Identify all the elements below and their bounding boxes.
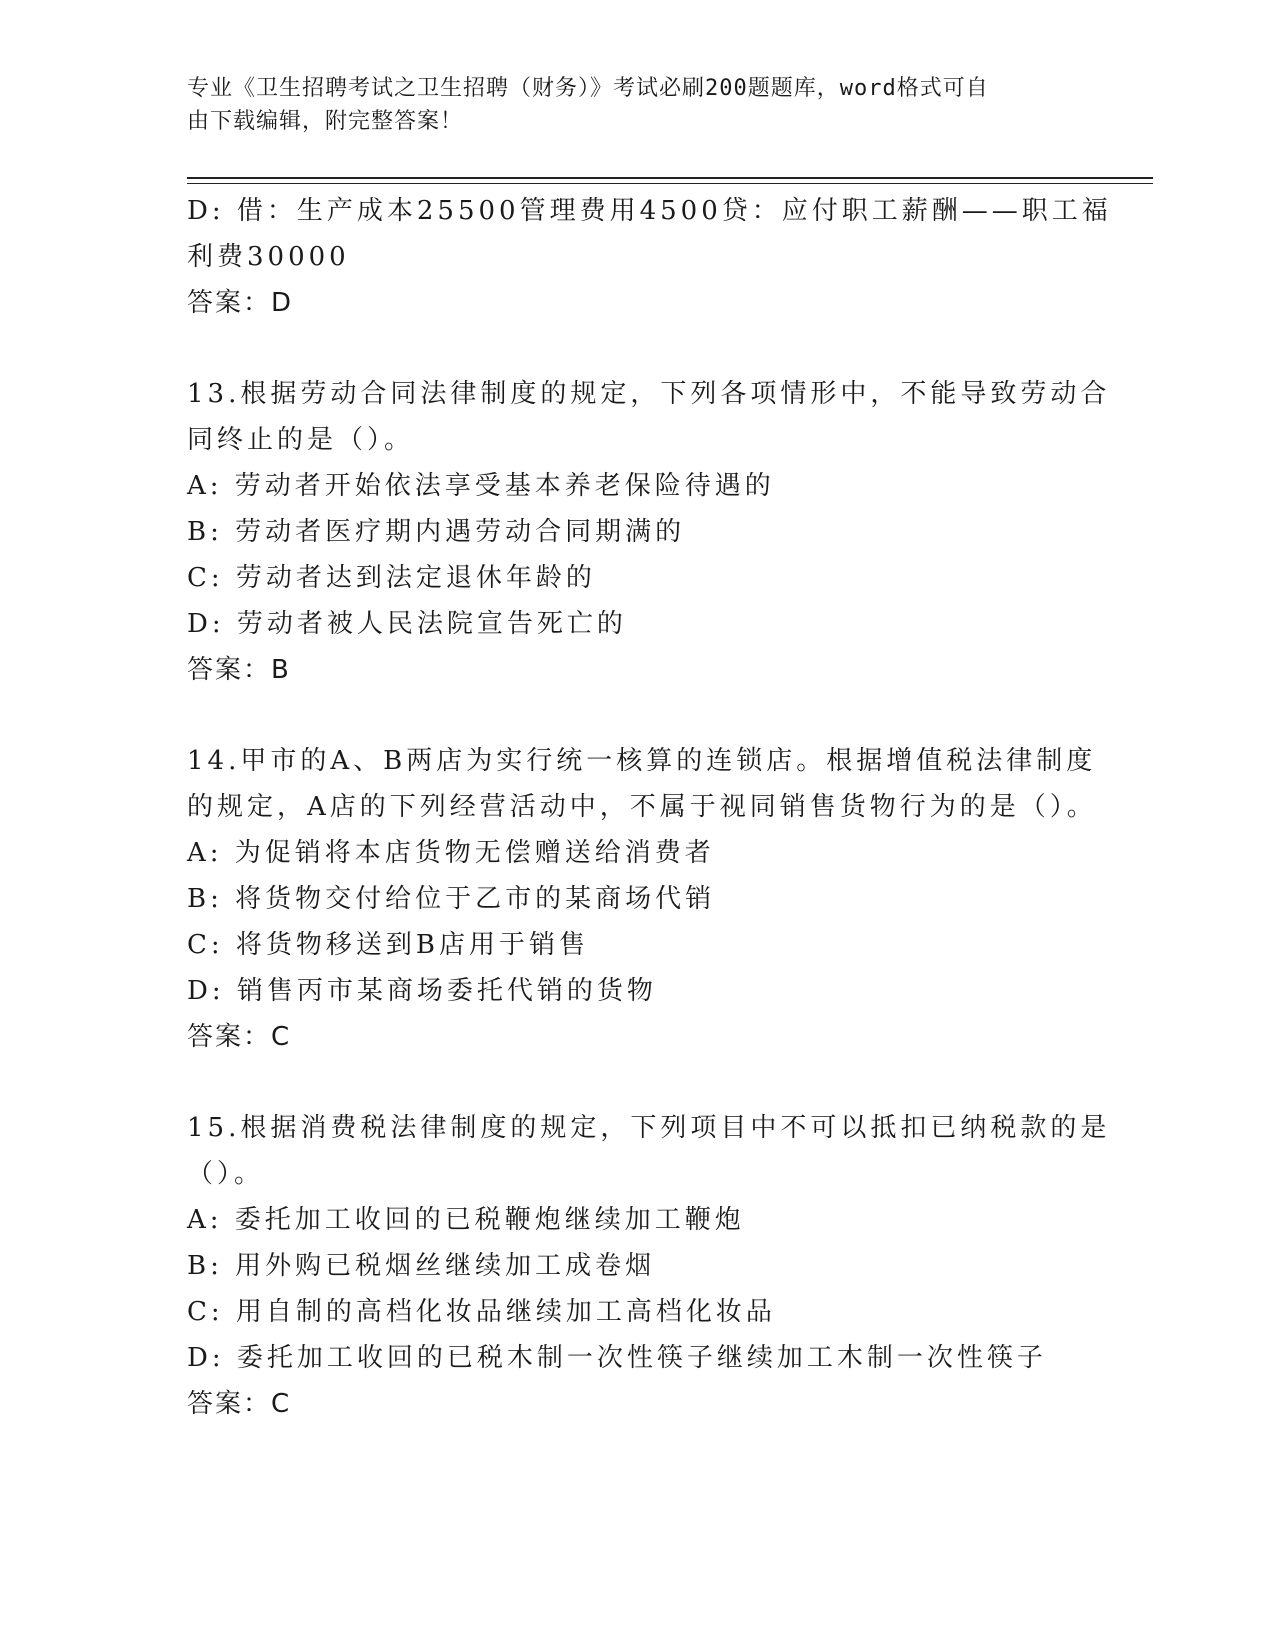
option-c: C: 将货物移送到B店用于销售 <box>187 930 590 960</box>
spacer <box>187 1060 1087 1105</box>
option-a: A: 为促销将本店货物无偿赠送给消费者 <box>187 838 715 868</box>
option-d: D: 劳动者被人民法院宣告死亡的 <box>187 609 627 639</box>
answer-line: 答案：D <box>187 288 294 318</box>
question-stem-continued: （）。 <box>187 1159 265 1189</box>
option-a: A: 劳动者开始依法享受基本养老保险待遇的 <box>187 471 775 501</box>
question-stem: 15.根据消费税法律制度的规定，下列项目中不可以抵扣已纳税款的是 <box>187 1113 1111 1143</box>
header-line-1: 专业《卫生招聘考试之卫生招聘（财务）》考试必刷200题题库，word格式可自 <box>187 76 989 101</box>
spacer <box>187 326 1087 371</box>
option-b: B: 劳动者医疗期内遇劳动合同期满的 <box>187 517 686 547</box>
document-header <box>187 72 1067 138</box>
option-c: C: 用自制的高档化妆品继续加工高档化妆品 <box>187 1297 776 1327</box>
question-14 <box>187 738 1097 1060</box>
option-d: D: 销售丙市某商场委托代销的货物 <box>187 976 657 1006</box>
spacer <box>187 693 1087 738</box>
header-line-2: 由下载编辑，附完整答案！ <box>187 109 464 134</box>
answer-line: 答案：C <box>187 1022 292 1052</box>
question-stem-continued: 同终止的是（）。 <box>187 425 415 455</box>
option-d-continued: 利费30000 <box>187 242 350 272</box>
option-b: B: 将货物交付给位于乙市的某商场代销 <box>187 884 716 914</box>
answer-line: 答案：B <box>187 655 291 685</box>
question-12-continued <box>187 188 1112 326</box>
header-rule-thick <box>187 177 1153 179</box>
question-stem-continued: 的规定，A店的下列经营活动中，不属于视同销售货物行为的是（）。 <box>187 792 1097 822</box>
option-c: C: 劳动者达到法定退休年龄的 <box>187 563 596 593</box>
option-a: A: 委托加工收回的已税鞭炮继续加工鞭炮 <box>187 1205 745 1235</box>
question-stem: 14.甲市的A、B两店为实行统一核算的连锁店。根据增值税法律制度 <box>187 746 1097 776</box>
document-body <box>187 188 1112 1427</box>
question-15 <box>187 1105 1111 1427</box>
option-d: D: 借：生产成本25500管理费用4500贷：应付职工薪酬——职工福 <box>187 196 1112 226</box>
header-rule-thin <box>187 183 1153 184</box>
answer-line: 答案：C <box>187 1389 292 1419</box>
option-d: D: 委托加工收回的已税木制一次性筷子继续加工木制一次性筷子 <box>187 1343 1047 1373</box>
option-b: B: 用外购已税烟丝继续加工成卷烟 <box>187 1251 656 1281</box>
question-13 <box>187 371 1111 693</box>
question-stem: 13.根据劳动合同法律制度的规定，下列各项情形中，不能导致劳动合 <box>187 379 1111 409</box>
